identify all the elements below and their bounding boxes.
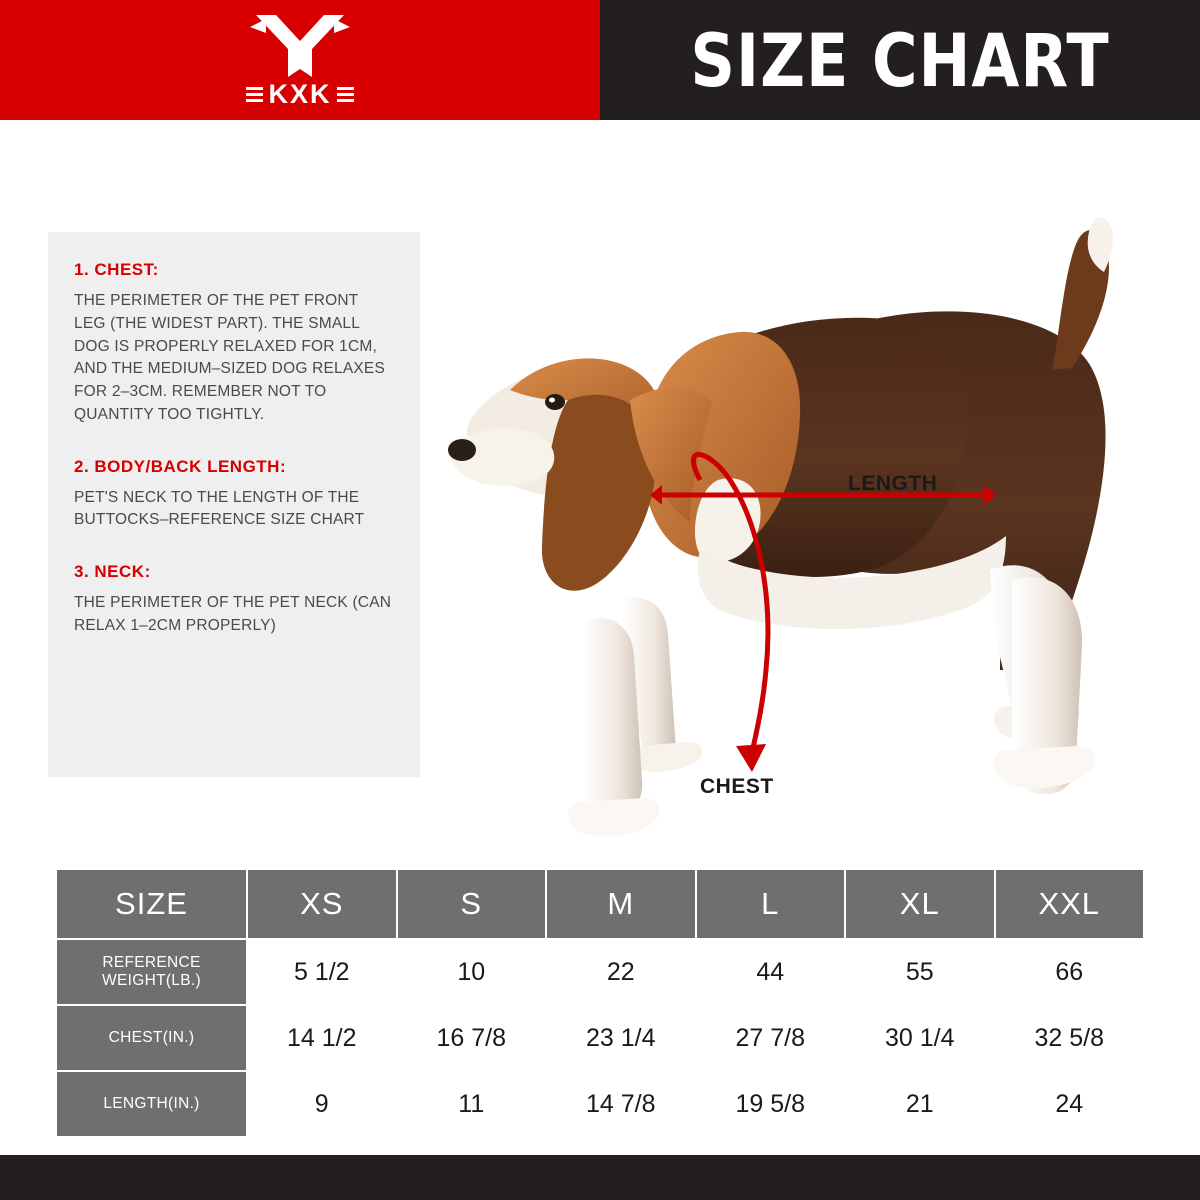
table-cell: 30 1/4 [845, 1005, 995, 1071]
table-cell: 23 1/4 [546, 1005, 696, 1071]
table-cell: 14 7/8 [546, 1071, 696, 1137]
table-cell: 55 [845, 939, 995, 1005]
footer-bar [0, 1155, 1200, 1200]
table-cell: 9 [247, 1071, 397, 1137]
table-header-cell: L [696, 869, 846, 939]
row-label: CHEST(IN.) [56, 1005, 247, 1071]
instruction-block-neck [74, 562, 394, 638]
table-header-row [56, 869, 1144, 939]
table-cell: 44 [696, 939, 846, 1005]
table-header-cell: S [397, 869, 547, 939]
table-header-cell: XS [247, 869, 397, 939]
brand-bars-left-icon [246, 87, 263, 102]
table-cell: 66 [995, 939, 1145, 1005]
instruction-body: THE PERIMETER OF THE PET FRONT LEG (THE WIDEST PART). THE SMALL DOG IS PROPERLY RELAXED FOR 1CM, AND THE MEDIUM–SIZED DOG RELAXES FOR 2–3CM. REMEMBER NOT TO QUANTITY TOO TIGHTLY. [74, 292, 386, 423]
table-header-cell: M [546, 869, 696, 939]
table-header-cell: SIZE [56, 869, 247, 939]
table-cell: 5 1/2 [247, 939, 397, 1005]
table-cell: 32 5/8 [995, 1005, 1145, 1071]
table-cell: 16 7/8 [397, 1005, 547, 1071]
dog-illustration [448, 218, 1113, 837]
row-label: REFERENCE WEIGHT(LB.) [56, 939, 247, 1005]
row-label: LENGTH(IN.) [56, 1071, 247, 1137]
table-row [56, 1005, 1144, 1071]
instruction-block-chest [74, 260, 394, 427]
table-row [56, 939, 1144, 1005]
table-cell: 19 5/8 [696, 1071, 846, 1137]
table-cell: 11 [397, 1071, 547, 1137]
instruction-title: 3. NECK: [74, 562, 151, 582]
dog-diagram [400, 150, 1120, 850]
instruction-body: THE PERIMETER OF THE PET NECK (CAN RELAX 1–2CM PROPERLY) [74, 594, 392, 635]
page-title: SIZE CHART [690, 16, 1110, 104]
table-row [56, 1071, 1144, 1137]
page-header [0, 0, 1200, 120]
size-table-wrapper [55, 868, 1145, 1138]
size-table [55, 868, 1145, 1138]
brand-logo [246, 13, 354, 108]
instruction-title: 1. CHEST: [74, 260, 159, 279]
length-label: LENGTH [848, 472, 938, 495]
table-cell: 24 [995, 1071, 1145, 1137]
table-cell: 27 7/8 [696, 1005, 846, 1071]
table-header-cell: XXL [995, 869, 1145, 939]
table-cell: 21 [845, 1071, 995, 1137]
measurement-instructions-panel [48, 232, 420, 777]
instruction-title: 2. BODY/BACK LENGTH: [74, 456, 287, 476]
table-header-cell: XL [845, 869, 995, 939]
table-cell: 10 [397, 939, 547, 1005]
chest-label: CHEST [700, 775, 774, 798]
instruction-body: PET'S NECK TO THE LENGTH OF THE BUTTOCKS–REFERENCE SIZE CHART [74, 488, 365, 529]
brand-name-text: KXK [268, 78, 332, 109]
instruction-block-body-length [74, 457, 394, 533]
brand-name [246, 78, 353, 109]
table-cell: 14 1/2 [247, 1005, 397, 1071]
brand-bars-right-icon [337, 87, 354, 102]
table-cell: 22 [546, 939, 696, 1005]
kxk-mark-icon [246, 13, 354, 79]
title-panel [600, 0, 1200, 120]
main-content [0, 120, 1200, 860]
brand-panel [0, 0, 600, 120]
